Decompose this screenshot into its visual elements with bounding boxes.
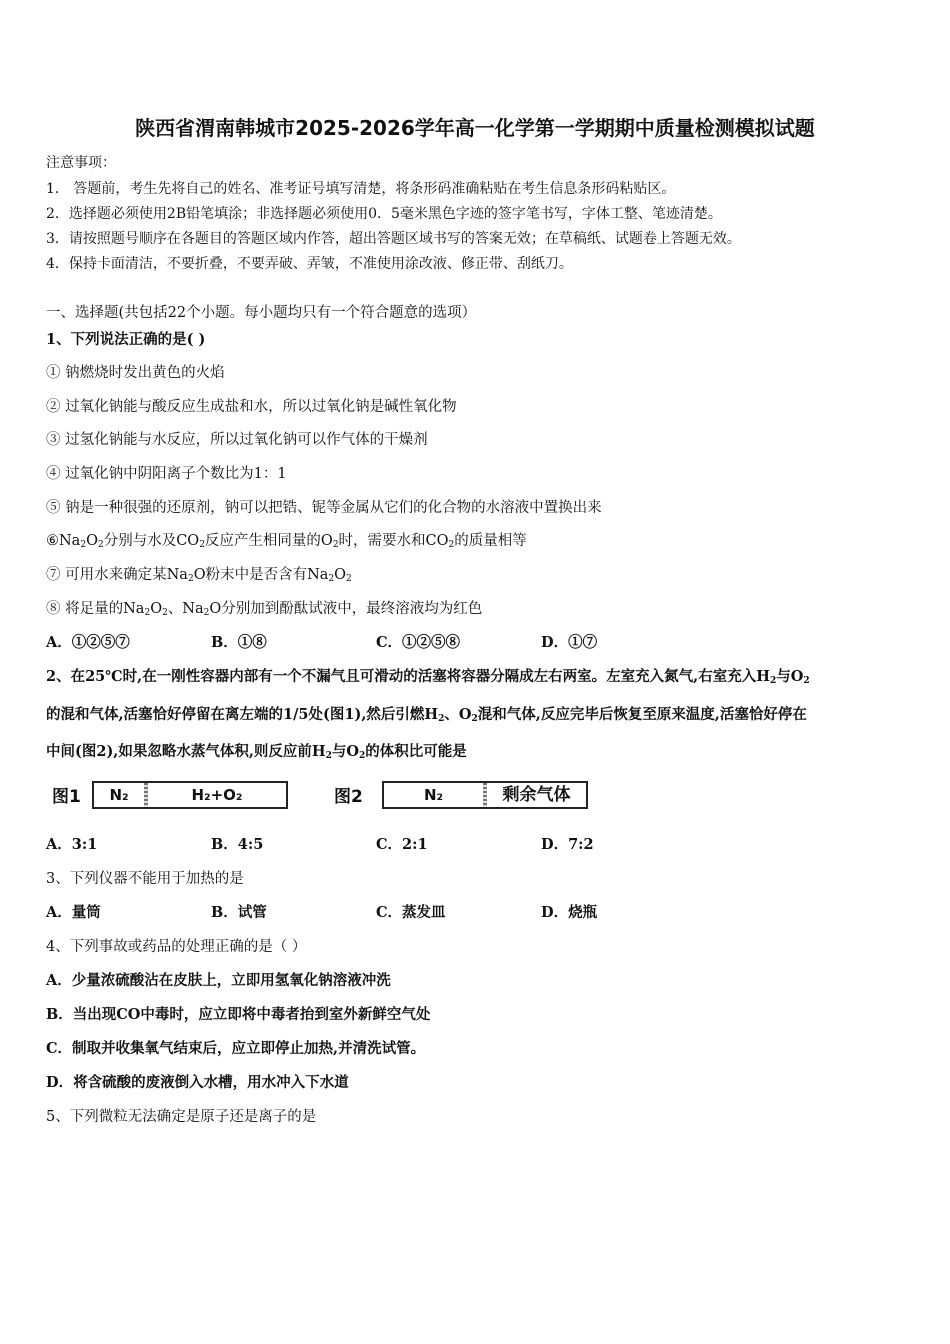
question-4-stem: 4、下列事故或药品的处理正确的是（ ） <box>46 939 307 955</box>
q1-statement: ④ 过氧化钠中阴阳离子个数比为1：1 <box>46 466 287 482</box>
question-2-stem: 中间(图2),如果忽略水蒸气体积,则反应前$H_2$与$O_2$的体积比可能是 <box>46 743 467 761</box>
q4-option-a: A．少量浓硫酸沾在皮肤上，立即用氢氧化钠溶液冲洗 <box>46 972 391 989</box>
question-2-stem: 2、在25℃时,在一刚性容器内部有一个不漏气且可滑动的活塞将容器分隔成左右两室。左室充入氮气,右室充入$H_2$与$O_2$ <box>46 668 810 686</box>
figure-1-label: 图1 <box>52 787 81 807</box>
q1-statement: ⑧ 将足量的$Na_2O_2$、$Na_2O$分别加到酚酞试液中，最终溶液均为红色 <box>46 601 483 618</box>
piston-diagram <box>50 778 610 814</box>
q1-statement: ② 过氧化钠能与酸反应生成盐和水，所以过氧化钠是碱性氧化物 <box>46 399 457 415</box>
q3-option-a: A．量筒 <box>46 904 101 921</box>
figure-2-remaining-gas-chamber: 剩余气体 <box>502 785 571 805</box>
notice-item: 1． 答题前，考生先将自己的姓名、准考证号填写清楚，将条形码准确粘贴在考生信息条形码粘贴区。 <box>46 181 676 197</box>
q1-option-d: D．①⑦ <box>541 634 598 651</box>
notice-item: 2．选择题必须使用2B铅笔填涂；非选择题必须使用0．5毫米黑色字迹的签字笔书写，字体工整、笔迹清楚。 <box>46 206 722 222</box>
q3-option-d: D．烧瓶 <box>541 904 598 921</box>
q3-option-c: C．蒸发皿 <box>376 904 446 921</box>
q2-option-b: B．4:5 <box>211 836 264 853</box>
q1-option-a: A．①②⑤⑦ <box>46 634 130 651</box>
figure-1-nitrogen-chamber: N₂ <box>109 786 129 804</box>
question-1-stem: 1、下列说法正确的是( ) <box>46 331 206 348</box>
q1-option-b: B．①⑧ <box>211 634 267 651</box>
notice-item: 4．保持卡面清洁，不要折叠，不要弄破、弄皱，不准使用涂改液、修正带、刮纸刀。 <box>46 256 573 272</box>
figure-2-nitrogen-chamber: N₂ <box>423 786 444 804</box>
notice-item: 3．请按照题号顺序在各题目的答题区域内作答，超出答题区域书写的答案无效；在草稿纸、试题卷上答题无效。 <box>46 231 741 247</box>
q2-option-a: A．3:1 <box>46 836 98 853</box>
question-5-stem: 5、下列微粒无法确定是原子还是离子的是 <box>46 1109 317 1125</box>
q1-statement: $⑥Na_2O_2$分别与水及$CO_2$反应产生相同量的$O_2$时，需要水和$CO_2$的质量相等 <box>46 533 527 550</box>
q4-option-d: D．将含硫酸的废液倒入水槽，用水冲入下水道 <box>46 1074 349 1091</box>
figure-1-mixture-chamber: H₂+O₂ <box>191 786 243 804</box>
figure-1-container <box>92 781 288 809</box>
q1-statement: ⑤ 钠是一种很强的还原剂，钠可以把锆、铌等金属从它们的化合物的水溶液中置换出来 <box>46 500 602 516</box>
page-title: 陕西省渭南韩城市2025-2026学年高一化学第一学期期中质量检测模拟试题 <box>135 116 815 140</box>
question-2-stem: 的混和气体,活塞恰好停留在离左端的1/5处(图1),然后引燃$H_2$、$O_2$混和气体,反应完毕后恢复至原来温度,活塞恰好停在 <box>46 706 807 724</box>
notice-heading: 注意事项： <box>46 155 116 171</box>
q1-statement: ① 钠燃烧时发出黄色的火焰 <box>46 365 225 381</box>
section-heading: 一、选择题(共包括22个小题。每小题均只有一个符合题意的选项） <box>46 305 477 321</box>
q3-option-b: B．试管 <box>211 904 267 921</box>
q4-option-b: B．当出现CO中毒时，应立即将中毒者抬到室外新鲜空气处 <box>46 1006 431 1023</box>
q2-option-c: C．2:1 <box>376 836 428 853</box>
figure-2-container <box>382 781 588 809</box>
figure-2-label: 图2 <box>334 787 363 807</box>
q1-statement: ⑦ 可用水来确定某$Na_2O$粉末中是否含有$Na_2O_2$ <box>46 567 352 584</box>
q4-option-c: C．制取并收集氧气结束后，应立即停止加热,并清洗试管。 <box>46 1040 426 1057</box>
question-3-stem: 3、下列仪器不能用于加热的是 <box>46 871 244 887</box>
q1-option-c: C．①②⑤⑧ <box>376 634 461 651</box>
q1-statement: ③ 过氢化钠能与水反应，所以过氧化钠可以作气体的干燥剂 <box>46 432 428 448</box>
q2-option-d: D．7:2 <box>541 836 594 853</box>
